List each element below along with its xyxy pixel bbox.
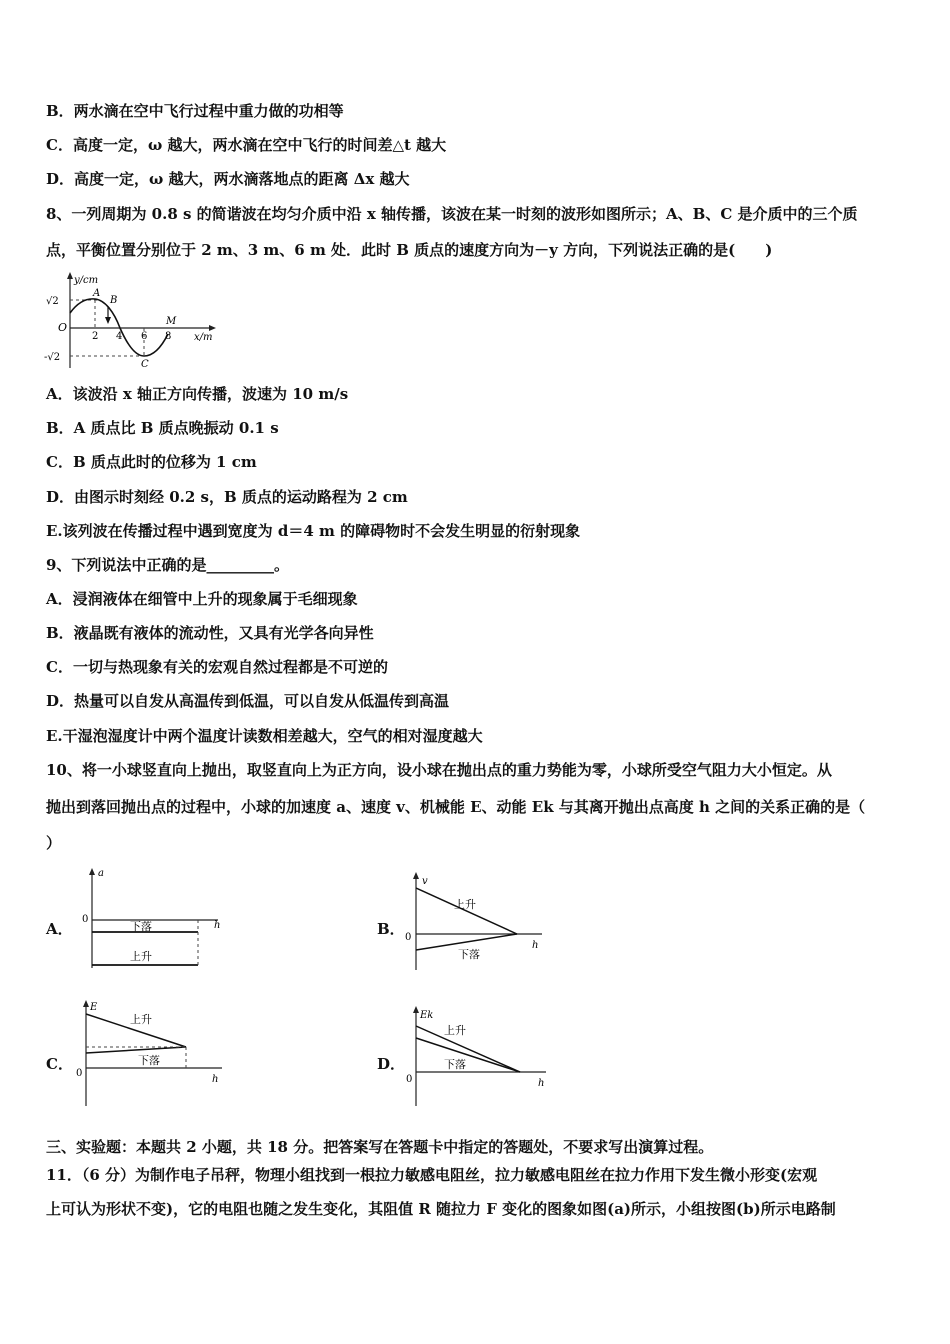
graph-a-origin: 0: [82, 914, 89, 925]
wave-point-m: M: [166, 316, 177, 327]
graph-a-up-label: 上升: [130, 950, 152, 963]
q10-graph-b: [402, 870, 552, 972]
graph-b-origin: 0: [405, 932, 412, 943]
wave-y-label: y/cm: [74, 275, 99, 286]
q9-option-a: A．浸润液体在细管中上升的现象属于毛细现象: [46, 590, 358, 608]
graph-d-x-label: h: [538, 1078, 545, 1089]
wave-point-b: B: [110, 295, 118, 306]
graph-a-x-label: h: [214, 920, 221, 931]
q10-stem-line3: ）: [46, 834, 62, 852]
graph-b-down-label: 下落: [458, 948, 480, 961]
q8-stem-line2: 点，平衡位置分别位于 2 m、3 m、6 m 处．此时 B 质点的速度方向为－y 方向，下列说法正确的是( ): [46, 241, 773, 259]
q10-graph-d: [404, 1004, 554, 1108]
q8-option-d: D．由图示时刻经 0.2 s，B 质点的运动路程为 2 cm: [46, 488, 408, 506]
wave-tick-8: 8: [165, 331, 172, 342]
q7-option-c: C．高度一定，ω 越大，两水滴在空中飞行的时间差△t 越大: [46, 136, 447, 154]
q10-option-c-label: C．: [46, 1055, 73, 1073]
graph-a-down-label: 下落: [130, 920, 152, 933]
wave-graph: [44, 268, 219, 370]
q9-stem: 9、下列说法中正确的是_________。: [46, 556, 289, 574]
q10-option-a-label: A．: [46, 920, 73, 938]
wave-tick-2: 2: [92, 331, 99, 342]
wave-point-a: A: [93, 288, 101, 299]
q10-graph-c: [72, 996, 232, 1108]
q8-option-c: C．B 质点此时的位移为 1 cm: [46, 453, 257, 471]
q9-option-c: C．一切与热现象有关的宏观自然过程都是不可逆的: [46, 658, 388, 676]
q9-option-b: B．液晶既有液体的流动性，又具有光学各向异性: [46, 624, 374, 642]
q8-option-e: E.该列波在传播过程中遇到宽度为 d＝4 m 的障碍物时不会发生明显的衍射现象: [46, 522, 581, 540]
graph-c-x-label: h: [212, 1074, 219, 1085]
graph-c-up-label: 上升: [130, 1013, 152, 1026]
wave-y-bottom: -√2: [44, 352, 61, 363]
graph-c-origin: 0: [76, 1068, 83, 1079]
wave-tick-6: 6: [141, 331, 148, 342]
graph-a-y-label: a: [98, 868, 104, 879]
graph-c-down-label: 下落: [138, 1054, 160, 1067]
wave-x-label: x/m: [194, 332, 213, 343]
graph-d-up-label: 上升: [444, 1024, 466, 1037]
q11-stem-line1: 11．（6 分）为制作电子吊秤，物理小组找到一根拉力敏感电阻丝，拉力敏感电阻丝在拉力作用下发生微小形变(宏观: [46, 1166, 818, 1184]
q10-option-b-label: B．: [377, 920, 405, 938]
graph-d-y-label: Ek: [420, 1010, 434, 1021]
wave-point-c: C: [141, 359, 149, 370]
q9-option-e: E.干湿泡湿度计中两个温度计读数相差越大，空气的相对湿度越大: [46, 727, 483, 745]
graph-c-y-label: E: [90, 1002, 98, 1013]
q9-option-d: D．热量可以自发从高温传到低温，可以自发从低温传到高温: [46, 692, 450, 710]
graph-b-y-label: v: [422, 876, 428, 887]
wave-tick-4: 4: [116, 331, 123, 342]
section-3-heading: 三、实验题：本题共 2 小题，共 18 分。把答案写在答题卡中指定的答题处，不要求写出演算过程。: [46, 1138, 714, 1156]
q7-option-d: D．高度一定，ω 越大，两水滴落地点的距离 Δx 越大: [46, 170, 410, 188]
q8-stem-line1: 8、一列周期为 0.8 s 的简谐波在均匀介质中沿 x 轴传播，该波在某一时刻的波形如图所示；A、B、C 是介质中的三个质: [46, 205, 858, 223]
q10-stem-line2: 抛出到落回抛出点的过程中，小球的加速度 a、速度 v、机械能 E、动能 Ek 与其离开抛出点高度 h 之间的关系正确的是（: [46, 798, 866, 816]
q8-option-a: A．该波沿 x 轴正方向传播，波速为 10 m/s: [46, 385, 349, 403]
graph-d-origin: 0: [406, 1074, 413, 1085]
q10-stem-line1: 10、将一小球竖直向上抛出，取竖直向上为正方向，设小球在抛出点的重力势能为零，小球所受空气阻力大小恒定。从: [46, 761, 832, 779]
q8-option-b: B．A 质点比 B 质点晚振动 0.1 s: [46, 419, 279, 437]
q10-option-d-label: D．: [377, 1055, 406, 1073]
graph-b-up-label: 上升: [454, 898, 476, 911]
wave-origin: O: [58, 321, 68, 334]
q10-graph-a: [78, 864, 228, 974]
wave-y-top: √2: [46, 296, 59, 307]
q11-stem-line2: 上可认为形状不变)，它的电阻也随之发生变化，其阻值 R 随拉力 F 变化的图象如图(a)所示，小组按图(b)所示电路制: [46, 1200, 836, 1218]
graph-d-down-label: 下落: [444, 1058, 466, 1071]
graph-b-x-label: h: [532, 940, 539, 951]
q7-option-b: B．两水滴在空中飞行过程中重力做的功相等: [46, 102, 344, 120]
